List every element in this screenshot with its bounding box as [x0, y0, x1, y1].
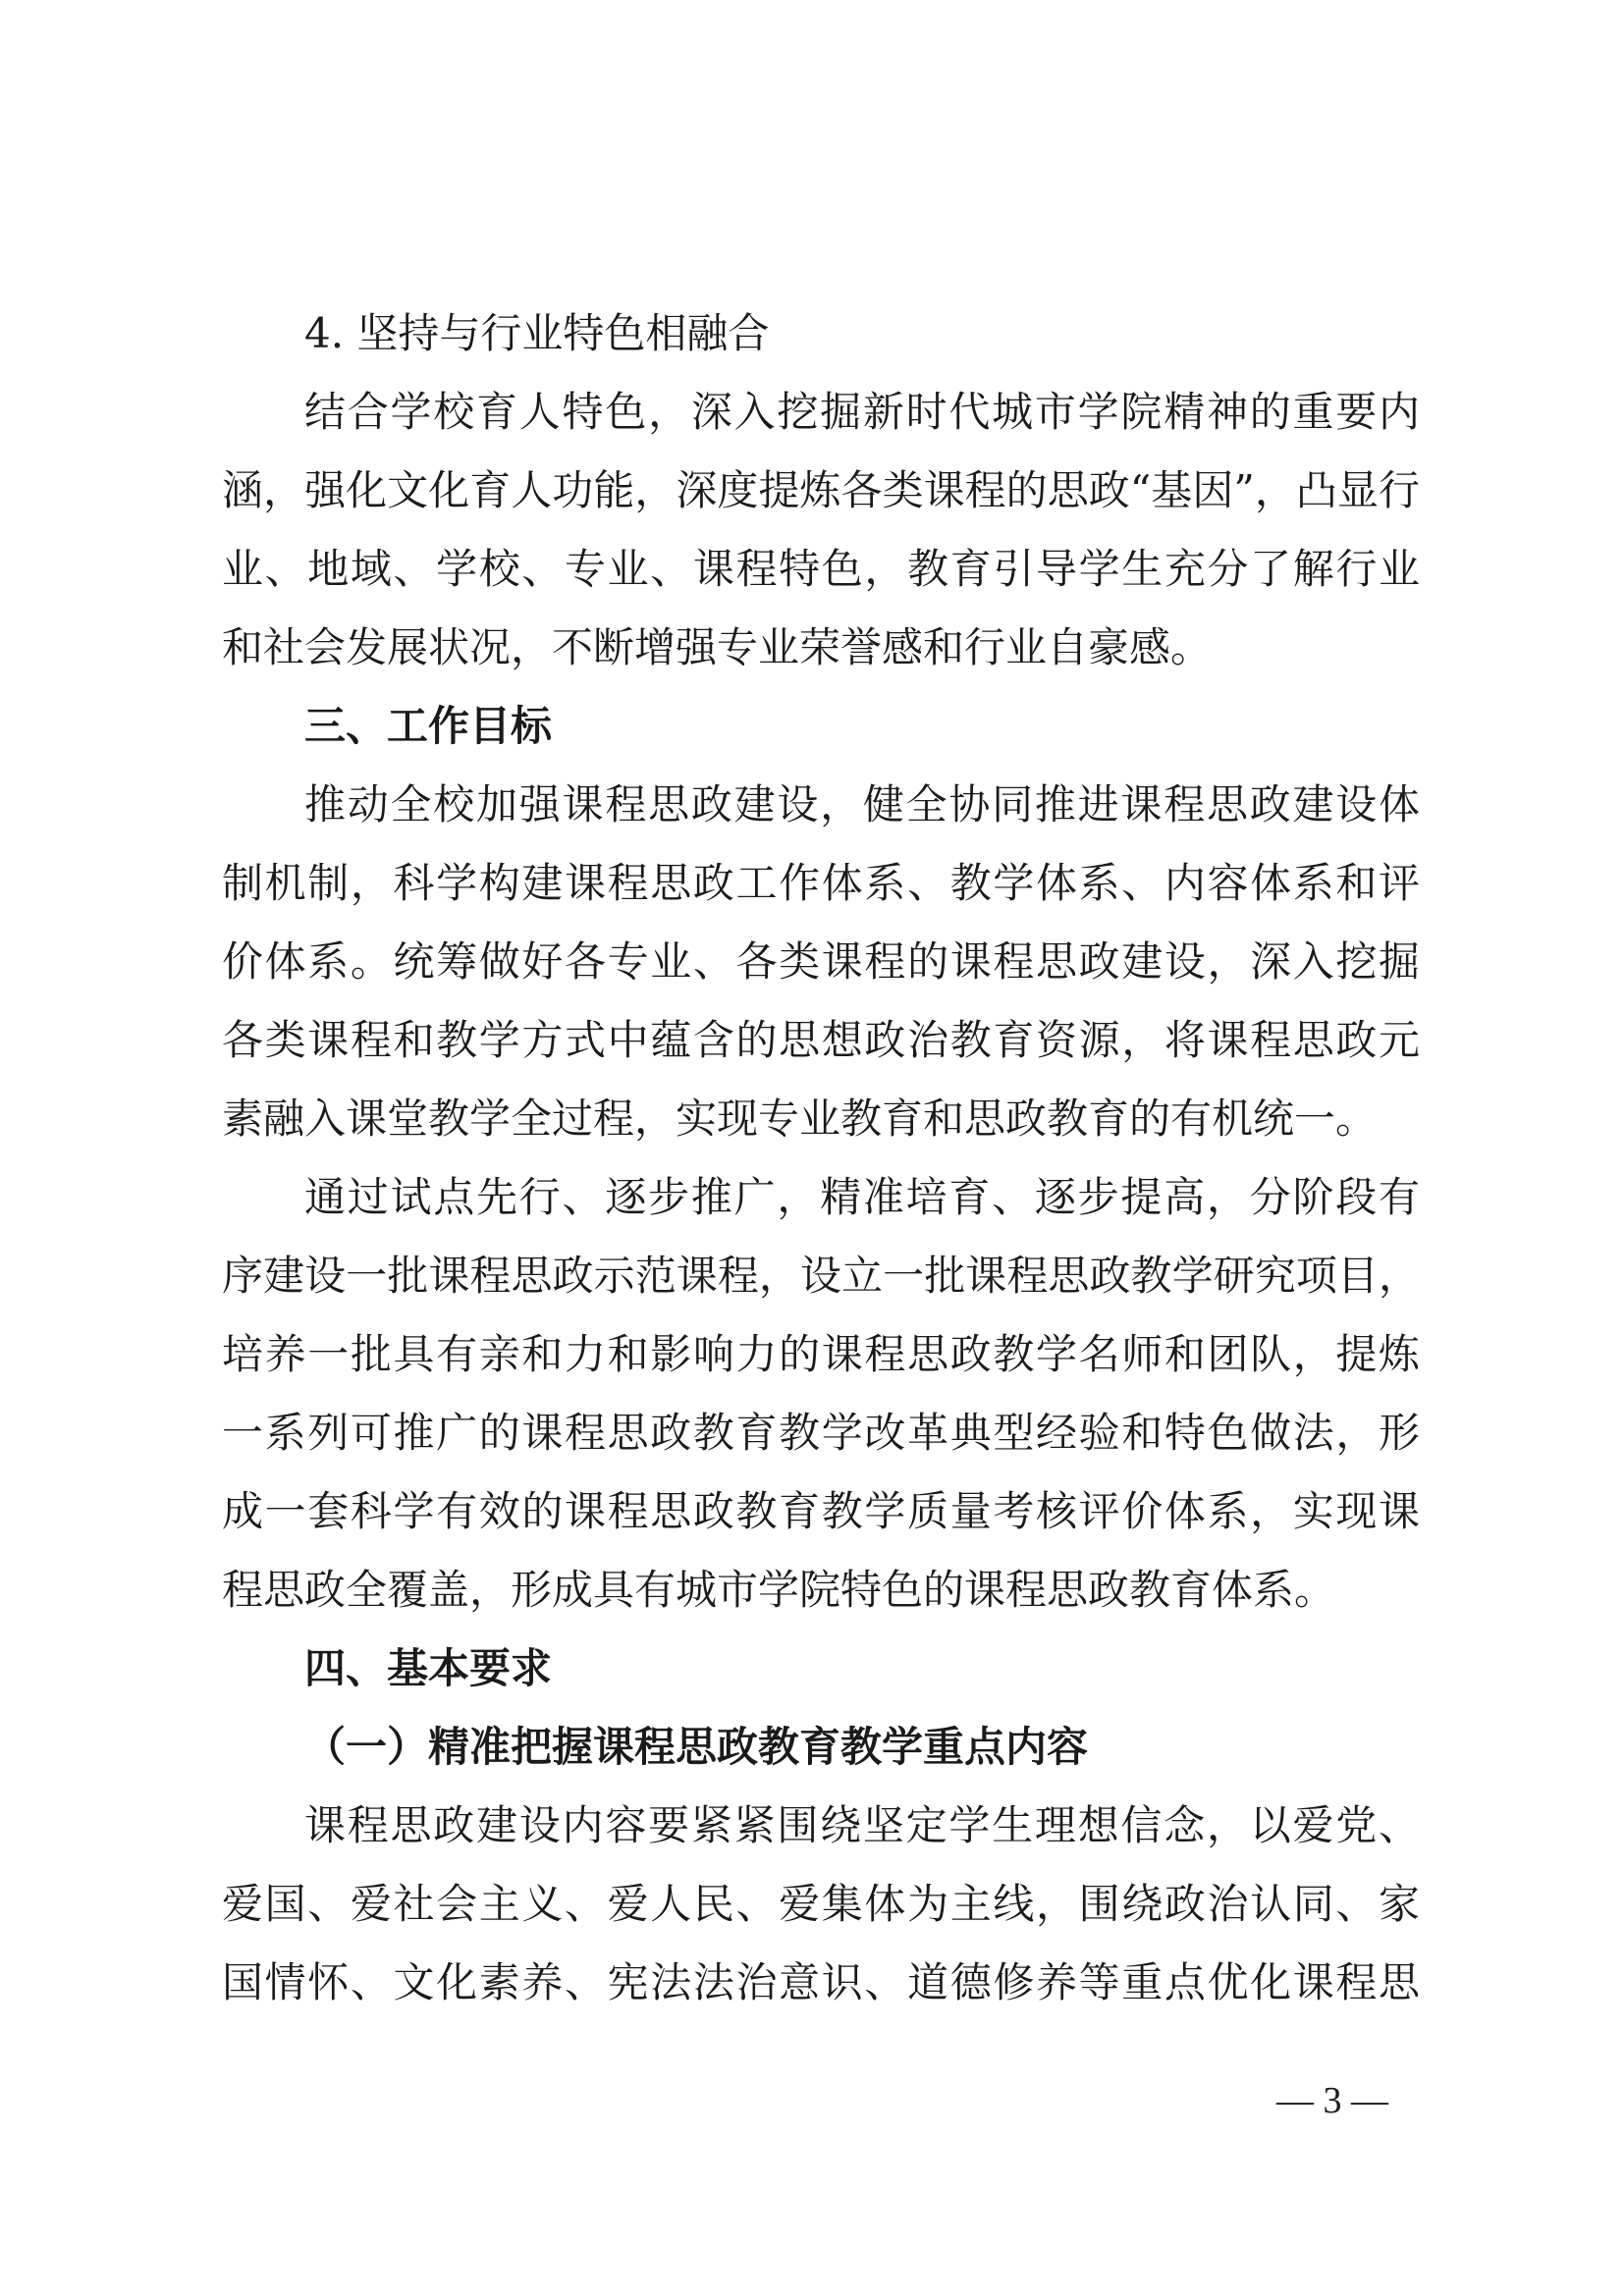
- text-line: 爱国、爱社会主义、爱人民、爱集体为主线，围绕政治认同、家: [222, 1880, 1420, 1928]
- paragraph-goals-1: [222, 766, 1420, 1158]
- text-line: 各类课程和教学方式中蕴含的思想政治教育资源，将课程思政元: [222, 1016, 1420, 1064]
- text-line: 业、地域、学校、专业、课程特色，教育引导学生充分了解行业: [222, 545, 1420, 593]
- text-line: 序建设一批课程思政示范课程，设立一批课程思政教学研究项目，: [222, 1252, 1420, 1300]
- text-line: 程思政全覆盖，形成具有城市学院特色的课程思政教育体系。: [222, 1566, 1336, 1614]
- text-line: 一系列可推广的课程思政教育教学改革典型经验和特色做法，形: [222, 1409, 1420, 1457]
- text-line: 推动全校加强课程思政建设，健全协同推进课程思政建设体: [304, 780, 1420, 828]
- paragraph-key-content: [222, 1787, 1420, 2022]
- text-line: 价体系。统筹做好各专业、各类课程的课程思政建设，深入挖掘: [222, 937, 1420, 986]
- text-line: 通过试点先行、逐步推广，精准培育、逐步提高，分阶段有: [304, 1173, 1420, 1221]
- page-number: — 3 —: [1276, 2080, 1388, 2121]
- paragraph-industry-features: [222, 373, 1420, 687]
- paragraph-goals-2: [222, 1158, 1420, 1629]
- text-line: 课程思政建设内容要紧紧围绕坚定学生理想信念，以爱党、: [304, 1801, 1420, 1849]
- subsection-title-4: 4. 坚持与行业特色相融合: [304, 309, 770, 357]
- section-heading-basic-requirements: 四、基本要求: [304, 1644, 553, 1692]
- section-heading-work-goals: 三、工作目标: [304, 702, 553, 750]
- subsection-title-1: （一）精准把握课程思政教育教学重点内容: [304, 1723, 1089, 1771]
- text-line: 和社会发展状况，不断增强专业荣誉感和行业自豪感。: [222, 623, 1213, 671]
- text-line: 制机制，科学构建课程思政工作体系、教学体系、内容体系和评: [222, 859, 1420, 907]
- text-line: 素融入课堂教学全过程，实现专业教育和思政教育的有机统一。: [222, 1095, 1378, 1143]
- document-body: [222, 294, 1420, 2022]
- text-line: 结合学校育人特色，深入挖掘新时代城市学院精神的重要内: [304, 388, 1420, 436]
- text-line: 成一套科学有效的课程思政教育教学质量考核评价体系，实现课: [222, 1487, 1420, 1535]
- text-line: 涵，强化文化育人功能，深度提炼各类课程的思政“基因”，凸显行: [222, 466, 1420, 514]
- text-line: 培养一批具有亲和力和影响力的课程思政教学名师和团队，提炼: [222, 1330, 1420, 1378]
- text-line: 国情怀、文化素养、宪法法治意识、道德修养等重点优化课程思: [222, 1958, 1420, 2006]
